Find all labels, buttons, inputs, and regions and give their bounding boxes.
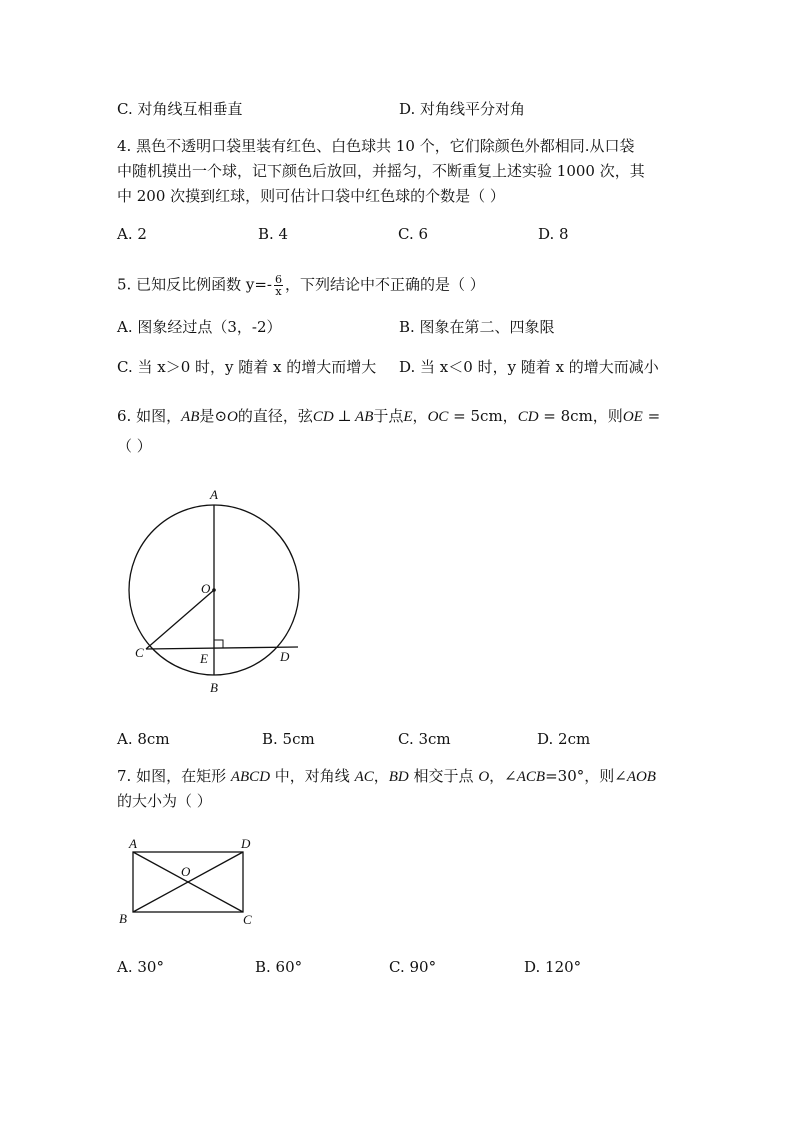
q4-option-d: D. 8 <box>538 225 569 243</box>
q6-text-5: ， <box>412 407 428 425</box>
q6-option-d: D. 2cm <box>537 730 591 748</box>
q6-label-a: A <box>210 487 218 502</box>
q5-prefix: 5. 已知反比例函数 y=- <box>117 275 272 294</box>
q5-option-d: D. 当 x＜0 时，y 随着 x 的增大而减小 <box>399 358 659 376</box>
q7-rectangle-figure <box>115 832 265 930</box>
q6-center-point <box>212 588 216 592</box>
q6-right-angle-mark <box>214 640 223 648</box>
q7-abcd: ABCD <box>230 769 271 785</box>
q7-option-c: C. 90° <box>389 958 437 976</box>
q5-option-a: A. 图象经过点（3，-2） <box>117 318 282 336</box>
q6-option-b: B. 5cm <box>262 730 315 748</box>
q6-label-e: E <box>200 651 208 666</box>
q6-oe: OE <box>622 409 643 425</box>
q6-label-b: B <box>210 680 218 695</box>
q7-line-2: 的大小为（ ） <box>117 792 212 810</box>
q7-label-d: D <box>241 836 251 851</box>
q6-ab: AB <box>181 409 200 425</box>
q6-text-3: 的直径，弦 <box>237 407 313 425</box>
q7-label-b: B <box>119 911 127 926</box>
q7-ac: AC <box>354 769 374 785</box>
q6-e: E <box>403 409 413 425</box>
q6-label-d: D <box>280 649 290 664</box>
q6-text-1: 6. 如图， <box>117 407 182 425</box>
q7-label-o: O <box>181 864 191 879</box>
q6-text-4: 于点 <box>373 407 404 425</box>
q7-text-6: =30°，则∠ <box>545 767 627 785</box>
q7-text-3: ， <box>373 767 389 785</box>
q4-option-c: C. 6 <box>398 225 429 243</box>
q5-fraction <box>274 274 283 297</box>
q4-option-b: B. 4 <box>258 225 289 243</box>
q6-option-c: C. 3cm <box>398 730 451 748</box>
q6-cd-perp-ab: CD ⊥ AB <box>312 409 374 425</box>
q6-text-6: = 5cm， <box>448 407 518 425</box>
q7-text-4: 相交于点 <box>408 767 479 785</box>
q7-label-c: C <box>243 912 252 927</box>
q7-option-d: D. 120° <box>524 958 582 976</box>
q3-option-c: C. 对角线互相垂直 <box>117 100 243 118</box>
q6-circle-o: ⊙O <box>214 409 238 425</box>
q7-aob: AOB <box>626 769 656 785</box>
q6-radius-oc <box>146 590 214 649</box>
q6-label-o: O <box>201 581 211 596</box>
q7-text-2: 中，对角线 <box>270 767 355 785</box>
q4-option-a: A. 2 <box>117 225 147 243</box>
q6-cd: CD <box>517 409 539 425</box>
q4-line-3: 中 200 次摸到红球，则可估计口袋中红色球的个数是（ ） <box>117 187 505 205</box>
q7-text-5: ，∠ <box>489 767 517 785</box>
q5-fraction-numerator: 6 <box>274 273 282 286</box>
q6-option-a: A. 8cm <box>117 730 170 748</box>
q6-label-c: C <box>135 645 144 660</box>
q6-oc: OC <box>427 409 449 425</box>
q7-option-b: B. 60° <box>255 958 303 976</box>
q7-text-1: 7. 如图，在矩形 <box>117 767 231 785</box>
q7-stem <box>117 766 656 787</box>
q7-option-a: A. 30° <box>117 958 164 976</box>
q4-line-1: 4. 黑色不透明口袋里装有红色、白色球共 10 个，它们除颜色外都相同.从口袋 <box>117 137 635 155</box>
q7-label-a: A <box>129 836 137 851</box>
q6-text-7: = 8cm，则 <box>538 407 623 425</box>
q4-line-2: 中随机摸出一个球，记下颜色后放回，并摇匀，不断重复上述实验 1000 次，其 <box>117 162 645 180</box>
q3-option-d: D. 对角线平分对角 <box>399 100 526 118</box>
q6-answer-blank: （ ） <box>117 437 152 455</box>
q6-stem <box>117 406 660 427</box>
q7-acb: ACB <box>516 769 546 785</box>
q6-circle-figure <box>110 480 320 700</box>
q6-text-8: = <box>642 407 661 425</box>
q5-suffix: ，下列结论中不正确的是（ ） <box>284 275 485 294</box>
q5-fraction-denominator: x <box>275 285 282 298</box>
q7-o: O <box>478 769 490 785</box>
q5-option-c: C. 当 x＞0 时，y 随着 x 的增大而增大 <box>117 358 377 376</box>
q7-bd: BD <box>388 769 409 785</box>
q5-option-b: B. 图象在第二、四象限 <box>399 318 555 336</box>
q6-text-2: 是 <box>199 407 215 425</box>
q5-stem <box>117 274 485 297</box>
